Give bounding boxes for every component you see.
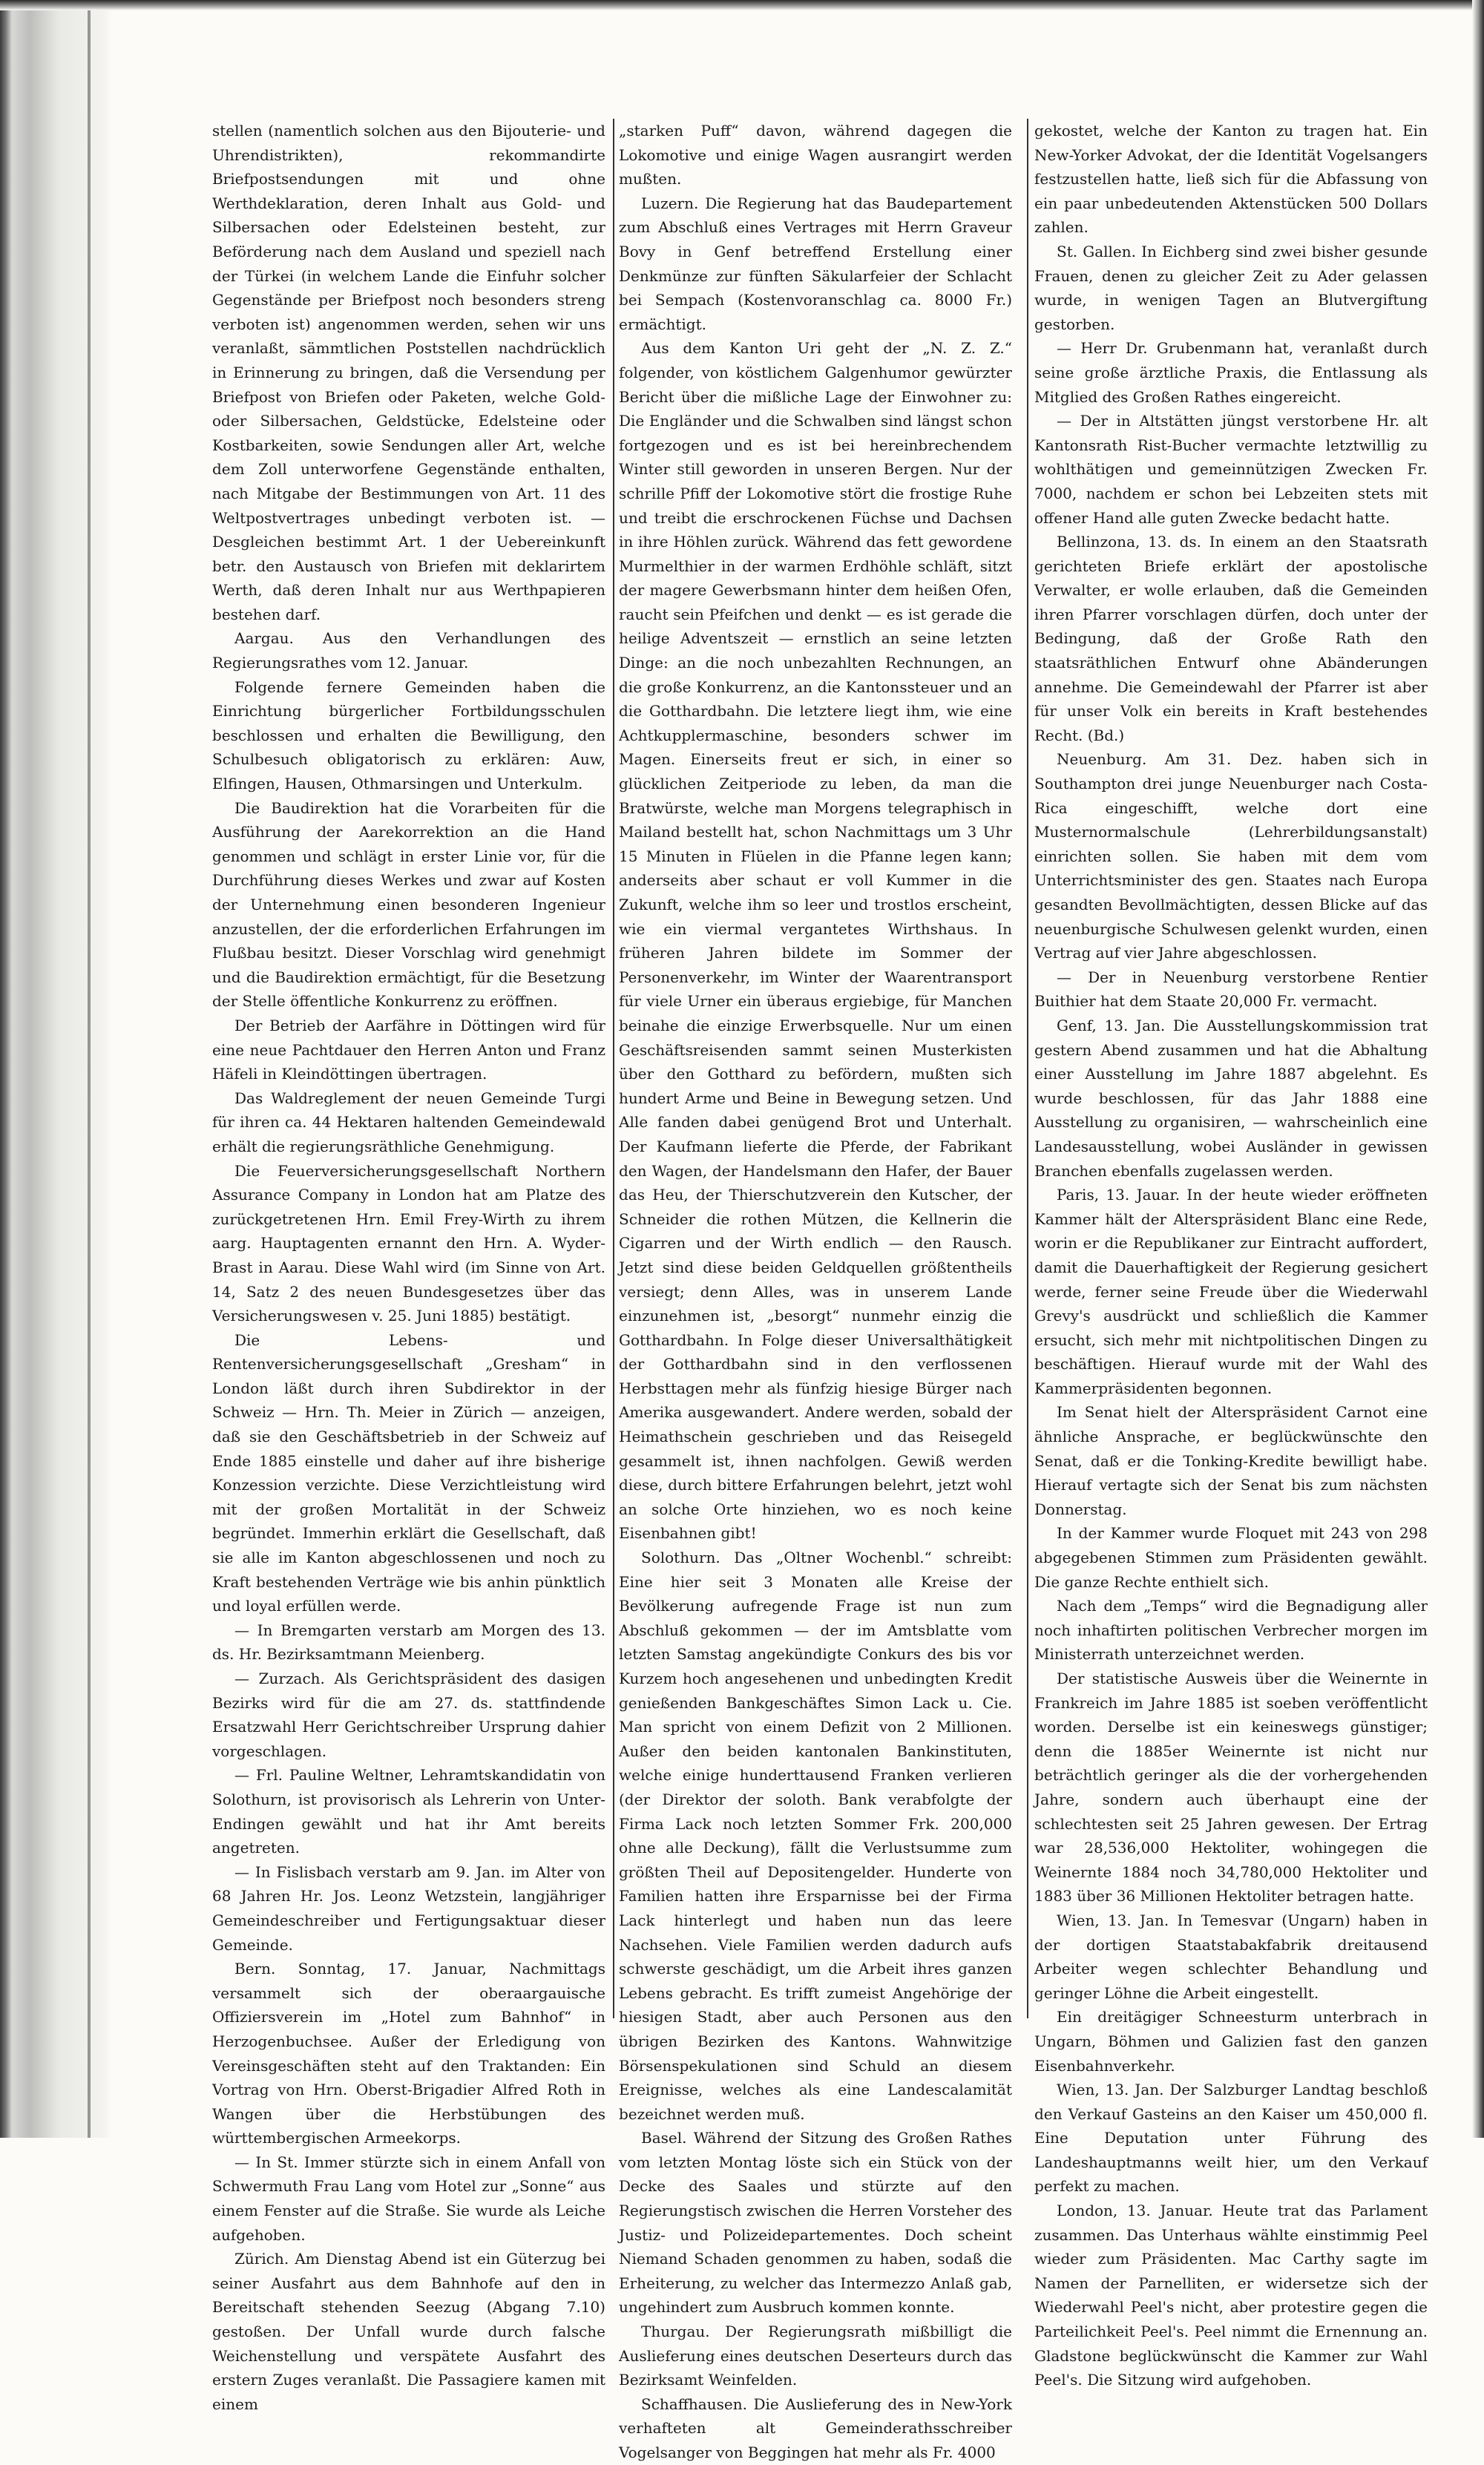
article-paragraph: Folgende fernere Gemeinden haben die Einrichtung bürgerlicher Fortbildungsschulen beschlossen und erhalten die Bewilligung, den Schulbesuch obligatorisch zu erklären: Auw, Elfingen, Hausen, Othmarsingen und Unterkulm. [212, 677, 605, 793]
article-paragraph: — Der in Altstätten jüngst verstorbene Hr. alt Kantonsrath Rist-Bucher vermachte letztwillig zu wohlthätigen und gemeinnützigen Zwecken Fr. 7000, nachdem er schon bei Lebzeiten stets mit offener Hand alle guten Zwecke bedacht hatte. [1034, 412, 1428, 527]
article-paragraph: Paris, 13. Jauar. In der heute wieder eröffneten Kammer hält der Alterspräsident Blanc eine Rede, worin er die Republikaner zur Eintracht auffordert, damit die Dauerhaftigkeit der Regierung gesichert werde, ferner seine Freude über die Wiederwahl Grevy's ausdrückt und schließlich die Kammer ersucht, sich mehr mit nichtpolitischen Dingen zu beschäftigen. Hierauf wurde mit der Wahl des Kammerpräsidenten begonnen. [1034, 1186, 1428, 1397]
article-paragraph: Das Waldreglement der neuen Gemeinde Turgi für ihren ca. 44 Hektaren haltenden Gemeindewald erhält die regierungsräthliche Genehmigung. [212, 1089, 605, 1155]
article-paragraph: Bellinzona, 13. ds. In einem an den Staatsrath gerichteten Briefe erklärt der apostolische Verwalter, er wolle erlauben, daß die Gemeinden ihren Pfarrer vorschlagen dürfen, doch unter der Bedingung, daß der Große Rath den staatsräthlichen Entwurf ohne Abänderungen annehme. Die Gemeindewahl der Pfarrer ist aber für unser Volk ein bereits in Kraft bestehendes Recht. (Bd.) [1034, 533, 1428, 744]
article-paragraph: stellen (namentlich solchen aus den Bijouterie- und Uhrendistrikten), rekommandirte Briefpostsendungen mit und ohne Werthdeklaration, deren Inhalt aus Gold- und Silbersachen oder Edelsteinen besteht, zur Beförderung nach dem Ausland und speziell nach der Türkei (in welchem Lande die Einfuhr solcher Gegenstände per Briefpost noch besonders streng verboten ist) angenommen werden, sehen wir uns veranlaßt, sämmtlichen Poststellen nachdrücklich in Erinnerung zu bringen, daß die Versendung per Briefpost von Briefen oder Paketen, welche Gold- oder Silbersachen, Geldstücke, Edelsteine oder Kostbarkeiten, sowie Sendungen aller Art, welche dem Zoll unterworfene Gegenstände enthalten, nach Mitgabe der Bestimmungen von Art. 11 des Weltpostvertrages unbedingt verboten ist. — Desgleichen bestimmt Art. 1 der Uebereinkunft betr. den Austausch von Briefen mit deklarirtem Werth, daß deren Inhalt nur aus Werthpapieren bestehen darf. [212, 122, 605, 623]
article-paragraph: Aargau. Aus den Verhandlungen des Regierungsrathes vom 12. Januar. [212, 629, 605, 672]
article-paragraph: Der Betrieb der Aarfähre in Döttingen wird für eine neue Pachtdauer den Herren Anton und Franz Häfeli in Kleindöttingen übertragen. [212, 1016, 605, 1083]
column-rule [613, 119, 614, 2018]
article-paragraph: — In St. Immer stürzte sich in einem Anfall von Schwermuth Frau Lang vom Hotel zur „Sonne“ aus einem Fenster auf die Straße. Sie wurde als Leiche aufgehoben. [212, 2153, 605, 2244]
article-paragraph: Zürich. Am Dienstag Abend ist ein Güterzug bei seiner Ausfahrt aus dem Bahnhofe auf den in Bereitschaft stehenden Seezug (Abgang 7.10) gestoßen. Der Unfall wurde durch falsche Weichenstellung und verspätete Ausfahrt des erstern Zuges veranlaßt. Die Passagiere kamen mit einem [212, 2250, 605, 2413]
article-paragraph: Ein dreitägiger Schneesturm unterbrach in Ungarn, Böhmen und Galizien fast den ganzen Eisenbahnverkehr. [1034, 2008, 1428, 2075]
article-paragraph: — Frl. Pauline Weltner, Lehramtskandidatin von Solothurn, ist provisorisch als Lehrerin von Unter-Endingen gewählt und hat ihr Amt bereits angetreten. [212, 1766, 605, 1857]
column-rule [1027, 119, 1028, 2018]
article-paragraph: Bern. Sonntag, 17. Januar, Nachmittags versammelt sich der oberaargauische Offiziersverein im „Hotel zum Bahnhof“ in Herzogenbuchsee. Außer der Erledigung von Vereinsgeschäften steht auf den Traktanden: Ein Vortrag von Hrn. Oberst-Brigadier Alfred Roth in Wangen über die Herbstübungen des württembergischen Armeekorps. [212, 1960, 605, 2147]
article-paragraph: Genf, 13. Jan. Die Ausstellungskommission trat gestern Abend zusammen und hat die Abhaltung einer Ausstellung im Jahre 1887 abgelehnt. Es wurde beschlossen, für das Jahr 1888 eine Ausstellung zu organisiren, — wahrscheinlich eine Landesausstellung, wobei Ausländer in gewissen Branchen ebenfalls zugelassen werden. [1034, 1016, 1428, 1180]
article-paragraph: Basel. Während der Sitzung des Großen Rathes vom letzten Montag löste sich ein Stück von der Decke des Saales und stürzte auf den Regierungstisch zwischen die Herren Vorsteher des Justiz- und Polizeidepartementes. Doch scheint Niemand Schaden genommen zu haben, sodaß die Erheiterung, zu welcher das Intermezzo Anlaß gab, ungehindert zum Ausbruch kommen konnte. [619, 2129, 1012, 2317]
article-paragraph: — In Fislisbach verstarb am 9. Jan. im Alter von 68 Jahren Hr. Jos. Leonz Wetzstein, langjähriger Gemeindeschreiber und Fertigungsaktuar dieser Gemeinde. [212, 1862, 605, 1954]
article-paragraph: „starken Puff“ davon, während dagegen die Lokomotive und einige Wagen ausrangirt werden mußten. [619, 122, 1012, 188]
article-paragraph: Im Senat hielt der Alterspräsident Carnot eine ähnliche Ansprache, er beglückwünschte den Senat, daß er die Tonking-Kredite bewilligt habe. Hierauf vertagte sich der Senat bis zum nächsten Donnerstag. [1034, 1403, 1428, 1518]
article-paragraph: Die Lebens- und Rentenversicherungsgesellschaft „Gresham“ in London läßt durch ihren Subdirektor in der Schweiz — Hrn. Th. Meier in Zürich — anzeigen, daß sie den Geschäftsbetrieb in der Schweiz auf Ende 1885 einstelle und daher auf ihre bisherige Konzession verzichte. Diese Verzichtleistung wird mit der großen Mortalität in der Schweiz begründet. Immerhin erklärt die Gesellschaft, daß sie alle im Kanton abgeschlossenen und noch zu Kraft bestehenden Verträge wie bis anhin pünktlich und loyal erfüllen werde. [212, 1330, 605, 1615]
article-paragraph: — Der in Neuenburg verstorbene Rentier Buithier hat dem Staate 20,000 Fr. vermacht. [1034, 968, 1428, 1011]
article-paragraph: London, 13. Januar. Heute trat das Parlament zusammen. Das Unterhaus wählte einstimmig Peel wieder zum Präsidenten. Mac Carthy sagte im Namen der Parnelliten, er widersetze sich der Wiederwahl Peel's nicht, aber protestire gegen die Parteilichkeit Peel's. Peel nimmt die Ernennung an. Gladstone beglückwünscht die Kammer zur Wahl Peel's. Die Sitzung wird aufgehoben. [1034, 2202, 1428, 2389]
article-paragraph: gekostet, welche der Kanton zu tragen hat. Ein New-Yorker Advokat, der die Identität Vogelsangers festzustellen hatte, ließ sich für die Abfassung von ein paar unbedeutenden Aktenstücken 500 Dollars zahlen. [1034, 122, 1428, 237]
article-paragraph: Thurgau. Der Regierungsrath mißbilligt die Auslieferung eines deutschen Deserteurs durch das Bezirksamt Weinfelden. [619, 2323, 1012, 2389]
article-paragraph: Wien, 13. Jan. Der Salzburger Landtag beschloß den Verkauf Gasteins an den Kaiser um 450,000 fl. Eine Deputation unter Führung des Landeshauptmanns weilt hier, um den Verkauf perfekt zu machen. [1034, 2081, 1428, 2196]
article-paragraph: Luzern. Die Regierung hat das Baudepartement zum Abschluß eines Vertrages mit Herrn Graveur Bovy in Genf betreffend Erstellung einer Denkmünze zur fünften Säkularfeier der Schlacht bei Sempach (Kostenvoranschlag ca. 8000 Fr.) ermächtigt. [619, 194, 1012, 333]
article-paragraph: Die Feuerversicherungsgesellschaft Northern Assurance Company in London hat am Platze des zurückgetretenen Hrn. Emil Frey-Wirth zu ihrem aarg. Hauptagenten ernannt den Hrn. A. Wyder-Brast in Aarau. Diese Wahl wird (im Sinne von Art. 14, Satz 2 des neuen Bundesgesetzes über das Versicherungswesen v. 25. Juni 1885) bestätigt. [212, 1161, 605, 1325]
column-3 [1034, 119, 1428, 2389]
binding-line [88, 0, 91, 2138]
text-columns [212, 119, 1429, 2461]
column-2 [619, 119, 1012, 2461]
article-paragraph: Die Baudirektion hat die Vorarbeiten für die Ausführung der Aarekorrektion an die Hand genommen und schlägt in erster Linie vor, für die Durchführung dieses Werkes und zwar auf Kosten der Unternehmung einen besonderen Ingenieur anzustellen, der die erforderlichen Erfahrungen im Flußbau besitzt. Dieser Vorschlag wird genehmigt und die Baudirektion ermächtigt, für die Besetzung der Stelle öffentliche Konkurrenz zu eröffnen. [212, 798, 605, 1011]
article-paragraph: — In Bremgarten verstarb am Morgen des 13. ds. Hr. Bezirksamtmann Meienberg. [212, 1621, 605, 1664]
article-paragraph: Neuenburg. Am 31. Dez. haben sich in Southampton drei junge Neuenburger nach Costa-Rica eingeschifft, welche dort eine Musternormalschule (Lehrerbildungsanstalt) einrichten sollen. Sie haben mit dem vom Unterrichtsminister des gen. Staates nach Europa gesandten Bevollmächtigten, dessen Blicke auf das neuenburgische Schulwesen gelenkt wurden, einen Vertrag auf vier Jahre abgeschlossen. [1034, 750, 1428, 962]
column-1 [212, 119, 605, 2413]
page-binding-shadow [0, 0, 111, 2138]
article-paragraph: — Herr Dr. Grubenmann hat, veranlaßt durch seine große ärztliche Praxis, die Entlassung als Mitglied des Großen Rathes eingereicht. [1034, 339, 1428, 406]
article-paragraph: — Zurzach. Als Gerichtspräsident des dasigen Bezirks wird für die am 27. ds. stattfindende Ersatzwahl Herr Gerichtschreiber Ursprung dahier vorgeschlagen. [212, 1670, 605, 1760]
article-paragraph: In der Kammer wurde Floquet mit 243 von 298 abgegebenen Stimmen zum Präsidenten gewählt. Die ganze Rechte enthielt sich. [1034, 1524, 1428, 1591]
page-top-edge [0, 0, 1484, 10]
article-paragraph: St. Gallen. In Eichberg sind zwei bisher gesunde Frauen, denen zu gleicher Zeit zu Ader gelassen wurde, in wenigen Tagen an Blutvergiftung gestorben. [1034, 242, 1428, 333]
article-paragraph: Wien, 13. Jan. In Temesvar (Ungarn) haben in der dortigen Staatstabakfabrik dreitausend Arbeiter wegen schlechter Behandlung und geringer Löhne die Arbeit eingestellt. [1034, 1911, 1428, 2002]
article-paragraph: Aus dem Kanton Uri geht der „N. Z. Z.“ folgender, von köstlichem Galgenhumor gewürzter Bericht über die mißliche Lage der Einwohner zu: Die Engländer und die Schwalben sind längst schon fortgezogen und es ist bei hereinbrechendem Winter still geworden in unseren Bergen. Nur der schrille Pfiff der Lokomotive stört die frostige Ruhe und treibt die erschrockenen Füchse und Dachsen in ihre Höhlen zurück. Während das fett gewordene Murmelthier in der warmen Erdhöhle schläft, sitzt der magere Gewerbsmann hinter dem heißen Ofen, raucht sein Pfeifchen und denkt — es ist gerade die heilige Adventszeit — ernstlich an seine letzten Dinge: an die noch unbezahlten Rechnungen, an die große Konkurrenz, an die Kantonssteuer und an die Gotthardbahn. Die letztere liegt ihm, wie eine Achtkupplermaschine, besonders schwer im Magen. Einerseits freut er sich, in einer so glücklichen Zeitperiode zu leben, da man die Bratwürste, welche man Morgens telegraphisch in Mailand bestellt hat, schon Nachmittags um 3 Uhr 15 Minuten in Flüelen in die Pfanne legen kann; anderseits aber schaut er voll Kummer in die Zukunft, welche ihm so leer und trostlos erscheint, wie ein viermal vergantetes Wirthshaus. In früheren Jahren bildete im Sommer der Personenverkehr, im Winter der Waarentransport für viele Urner ein überaus ergiebige, für Manchen beinahe die einzige Erwerbsquelle. Nur um einen Geschäftsreisenden sammt seinen Musterkisten über den Gotthard zu befördern, mußten sich hundert Arme und Beine in Bewegung setzen. Und Alle fanden dabei genügend Brot und Unterhalt. Der Kaufmann lieferte die Pferde, der Fabrikant den Wagen, der Handelsmann den Hafer, der Bauer das Heu, der Thierschutzverein den Kutscher, der Schneider die rothen Mützen, die Kellnerin die Cigarren und der Wirth endlich — den Rausch. Jetzt sind diese beiden Geldquellen größtentheils versiegt; denn Alles, was in unserem Lande einzunehmen ist, „besorgt“ nunmehr einzig die Gotthardbahn. In Folge dieser Universalthätigkeit der Gotthardbahn sind in den verflossenen Herbsttagen mehr als fünfzig hiesige Bürger nach Amerika ausgewandert. Andere werden, sobald der Heimathschein geschrieben und das Reisegeld gesammelt ist, ihnen nachfolgen. Gewiß werden diese, durch bittere Erfahrungen belehrt, jetzt wohl an solche Orte hinziehen, wo es noch keine Eisenbahnen gibt! [619, 339, 1012, 1543]
article-paragraph: Nach dem „Temps“ wird die Begnadigung aller noch inhaftirten politischen Verbrecher morgen im Ministerrath unterzeichnet werden. [1034, 1597, 1428, 1664]
article-paragraph: Solothurn. Das „Oltner Wochenbl.“ schreibt: Eine hier seit 3 Monaten alle Kreise der Bevölkerung aufregende Frage ist nun zum Abschluß gekommen — der im Amtsblatte vom letzten Samstag angekündigte Conkurs des bis vor Kurzem hoch angesehenen und unbedingten Kredit genießenden Bankgeschäftes Simon Lack u. Cie. Man spricht von einem Defizit von 2 Millionen. Außer den beiden kantonalen Bankinstituten, welche einige hunderttausend Franken verlieren (der Direktor der soloth. Bank verabfolgte der Firma Lack noch letzten Sommer Frk. 200,000 ohne alle Deckung), fällt die Verlustsumme zum größten Theil auf Depositengelder. Hunderte von Familien hatten ihre Ersparnisse bei der Firma Lack hinterlegt und haben nun das leere Nachsehen. Viele Familien werden dadurch aufs schwerste geschädigt, um die Arbeit ihres ganzen Lebens gebracht. Es trifft zumeist Angehörige der hiesigen Stadt, aber auch Personen aus den übrigen Bezirken des Kantons. Wahnwitzige Börsenspekulationen sind Schuld an diesem Ereignisse, welches als eine Landescalamität bezeichnet werden muß. [619, 1549, 1012, 2123]
page-right-edge [1472, 0, 1484, 2138]
article-paragraph: Schaffhausen. Die Auslieferung des in New-York verhafteten alt Gemeinderathsschreiber Vogelsanger von Beggingen hat mehr als Fr. 4000 [619, 2395, 1012, 2461]
article-paragraph: Der statistische Ausweis über die Weinernte in Frankreich im Jahre 1885 ist soeben veröffentlicht worden. Derselbe ist ein keineswegs günstiger; denn die 1885er Weinernte ist nicht nur beträchtlich geringer als die der vorhergehenden Jahre, sondern auch überhaupt eine der schlechtesten seit 25 Jahren gewesen. Der Ertrag war 28,536,000 Hektoliter, wohingegen die Weinernte 1884 noch 34,780,000 Hektoliter und 1883 über 36 Millionen Hektoliter betragen hatte. [1034, 1670, 1428, 1906]
